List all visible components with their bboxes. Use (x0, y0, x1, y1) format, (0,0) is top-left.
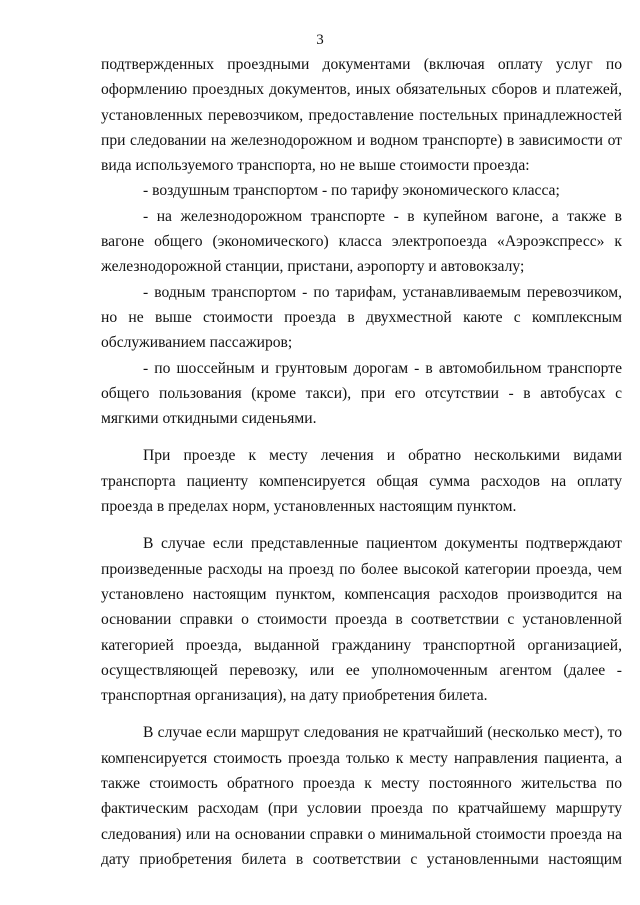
paragraph-line: установлено настоящим пунктом, компенсация расходов производится на (101, 585, 622, 603)
list-item-line: вагоне общего (экономического) класса электропоезда «Аэроэкспресс» к (101, 233, 622, 251)
text-line: вида используемого транспорта, но не выше стоимости проезда: (101, 157, 530, 175)
list-item-line: общего пользования (кроме такси), при его отсутствии - в автобусах с (101, 384, 622, 402)
list-item-line: железнодорожной станции, пристани, аэропорту и автовокзалу; (101, 258, 525, 276)
paragraph-line: основании справки о стоимости проезда в соответствии с установленной (101, 611, 622, 629)
list-item-line: мягкими откидными сиденьями. (101, 410, 317, 428)
list-item-line: - водным транспортом - по тарифам, устанавливаемым перевозчиком, (143, 283, 622, 301)
list-item-line: - воздушным транспортом - по тарифу экономического класса; (143, 182, 560, 200)
paragraph-line: В случае если маршрут следования не кратчайший (несколько мест), то (143, 724, 622, 742)
paragraph-line: категорией проезда, выданной гражданину транспортной организацией, (101, 636, 622, 654)
paragraph-line: осуществляющей перевозку, или ее уполномоченным агентом (далее - (101, 661, 622, 679)
document-body (101, 52, 622, 872)
text-line: оформлению проездных документов, иных обязательных сборов и платежей, (101, 81, 622, 99)
text-line: при следовании на железнодорожном и водном транспорте) в зависимости от (101, 131, 622, 149)
list-item-line: - на железнодорожном транспорте - в купейном вагоне, а также в (143, 207, 622, 225)
paragraph-line: произведенные расходы на проезд по более высокой категории проезда, чем (101, 560, 622, 578)
paragraph-line: также стоимость обратного проезда к месту постоянного жительства по (101, 775, 622, 793)
page-number: 3 (316, 32, 324, 48)
paragraph-line: следования) или на основании справки о минимальной стоимости проезда на (101, 825, 622, 843)
paragraph-line: компенсируется стоимость проезда только к месту направления пациента, а (101, 749, 622, 767)
paragraph-line: дату приобретения билета в соответствии с установленными настоящим (101, 850, 622, 868)
paragraph-line: В случае если представленные пациентом документы подтверждают (143, 535, 622, 553)
paragraph-line: При проезде к месту лечения и обратно несколькими видами (143, 447, 622, 465)
paragraph-line: транспортная организация), на дату приобретения билета. (101, 687, 488, 705)
text-line: подтвержденных проездными документами (включая оплату услуг по (101, 56, 622, 73)
text-line: установленных перевозчиком, предоставление постельных принадлежностей (101, 106, 622, 124)
paragraph-line: транспорта пациенту компенсируется общая сумма расходов на оплату (101, 472, 622, 490)
list-item-line: но не выше стоимости проезда в двухместной каюте с комплексным (101, 308, 622, 326)
paragraph-line: проезда в пределах норм, установленных настоящим пунктом. (101, 498, 517, 516)
list-item-line: - по шоссейным и грунтовым дорогам - в автомобильном транспорте (143, 359, 622, 377)
paragraph-line: фактическим расходам (при условии проезда по кратчайшему маршруту (101, 800, 622, 818)
list-item-line: обслуживанием пассажиров; (101, 334, 293, 352)
